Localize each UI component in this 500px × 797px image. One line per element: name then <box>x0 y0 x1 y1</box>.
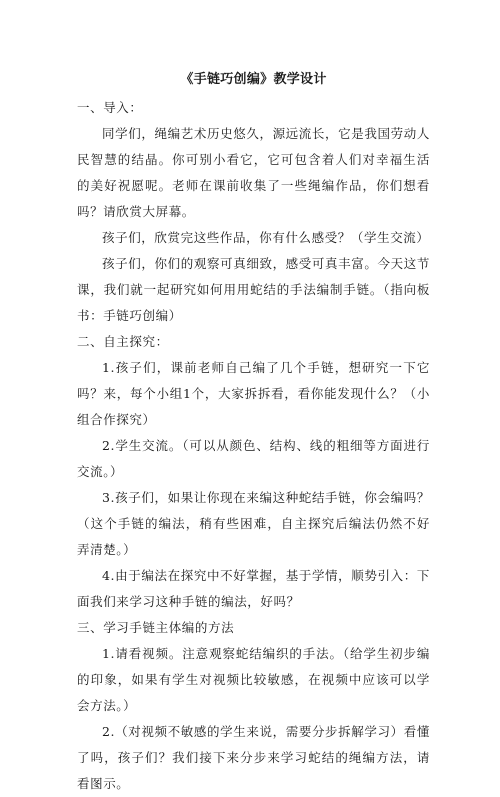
section-intro <box>77 95 430 329</box>
document-title: 《手链巧创编》教学设计 <box>180 72 327 87</box>
paragraph: 孩子们，你们的观察可真细致，感受可真丰富。今天这节课，我们就一起研究如何用用蛇结的手法编制手链。（指向板书：手链巧创编） <box>77 256 430 323</box>
document-body <box>77 70 430 797</box>
section-heading: 三、学习手链主体编的方法 <box>77 620 235 635</box>
paragraph: 2.学生交流。（可以从颜色、结构、线的粗细等方面进行交流。） <box>77 438 430 479</box>
paragraph: 2.（对视频不敏感的学生来说，需要分步拆解学习）看懂了吗，孩子们？我们接下来分步来学习蛇结的绳编方法，请看图示。 <box>77 724 430 791</box>
section-learning-method <box>77 615 430 797</box>
paragraph: 4.由于编法在探究中不好掌握，基于学情，顺势引入：下面我们来学习这种手链的编法，好吗？ <box>77 568 430 609</box>
paragraph: 同学们，绳编艺术历史悠久，源远流长，它是我国劳动人民智慧的结晶。你可别小看它，它可包含着人们对幸福生活的美好祝愿呢。老师在课前收集了一些绳编作品，你们想看吗？请欣赏大屏幕。 <box>77 126 430 219</box>
paragraph: 3.孩子们，如果让你现在来编这种蛇结手链，你会编吗？（这个手链的编法，稍有些困难，自主探究后编法仍然不好弄清楚。） <box>77 490 430 557</box>
paragraph: 孩子们，欣赏完这些作品，你有什么感受？（学生交流） <box>102 230 430 245</box>
paragraph: 1.孩子们，课前老师自己编了几个手链，想研究一下它吗？来，每个小组1个，大家拆拆看，看你能发现什么？（小组合作探究） <box>77 360 430 427</box>
paragraph: 1.请看视频。注意观察蛇结编织的手法。（给学生初步编的印象，如果有学生对视频比较敏感，在视频中应该可以学会方法。） <box>77 646 430 713</box>
section-heading: 一、导入： <box>77 100 143 115</box>
section-heading: 二、自主探究： <box>77 334 169 349</box>
section-self-exploration <box>77 329 430 615</box>
